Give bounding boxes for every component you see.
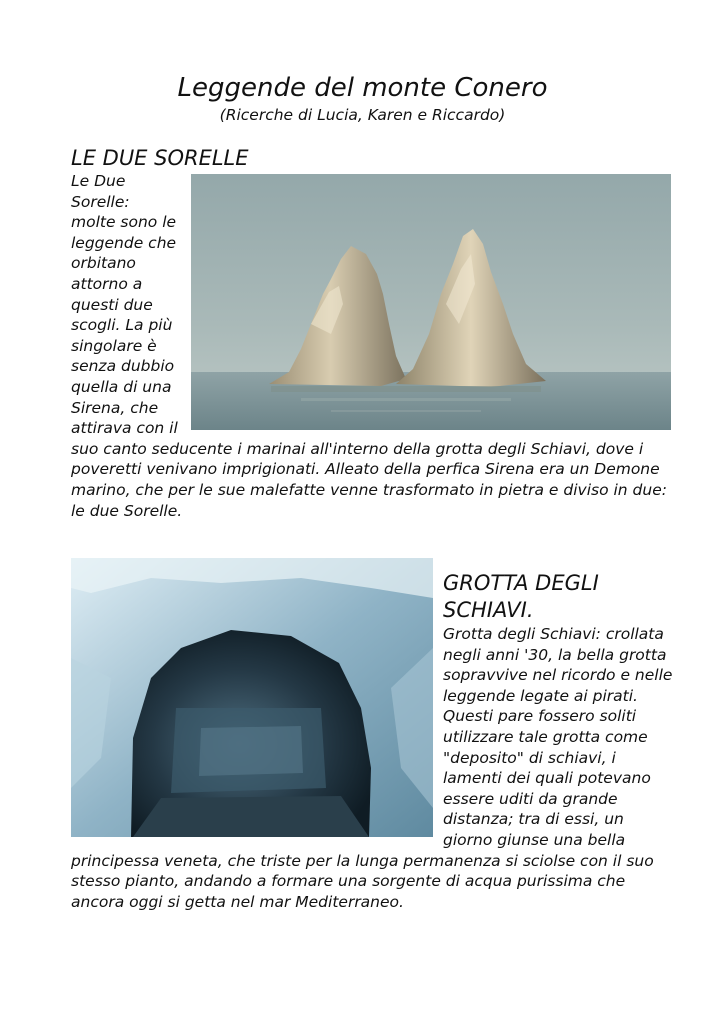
page-title: Leggende del monte Conero [177, 73, 548, 103]
due-sorelle-photo [191, 174, 671, 430]
grotta-photo [71, 558, 433, 837]
section-grotta-schiavi [71, 558, 677, 912]
section-heading-due-sorelle: LE DUE SORELLE [71, 146, 249, 170]
page-subtitle: (Ricerche di Lucia, Karen e Riccardo) [219, 106, 506, 124]
section-body-due-sorelle [71, 171, 671, 521]
cave-image [71, 558, 433, 837]
section-due-sorelle [71, 145, 671, 521]
section-text-due-sorelle: Le Due Sorelle: molte sono le leggende che orbitano attorno a questi due scogli. La più singolare è senza dubbio quella di una Sirena, che attirava con il suo canto seducente i marinai all'interno della grotta degli Schiavi, dove i poveretti venivano imprigionati. Alleato della perfica Sirena era un Demone marino, che per le sue malefatte venne trasformato in pietra e diviso in due: le due Sorelle. [71, 172, 667, 520]
section-heading-grotta-schiavi: GROTTA DEGLI SCHIAVI. [443, 571, 599, 622]
section-text-grotta-schiavi: Grotta degli Schiavi: crollata negli anni '30, la bella grotta sopravvive nel ricordo e nelle leggende legate ai pirati. Questi pare fossero soliti utilizzare tale grotta come "deposito" di schiavi, i lamenti dei quali potevano essere uditi da grande distanza; tra di essi, un giorno giunse una bella principessa veneta, che triste per la lunga permanenza si sciolse con il suo stesso pianto, andando a formare una sorgente di acqua purissima che ancora oggi si getta nel mar Mediterraneo. [71, 625, 673, 911]
sea-stacks-image [191, 174, 671, 430]
